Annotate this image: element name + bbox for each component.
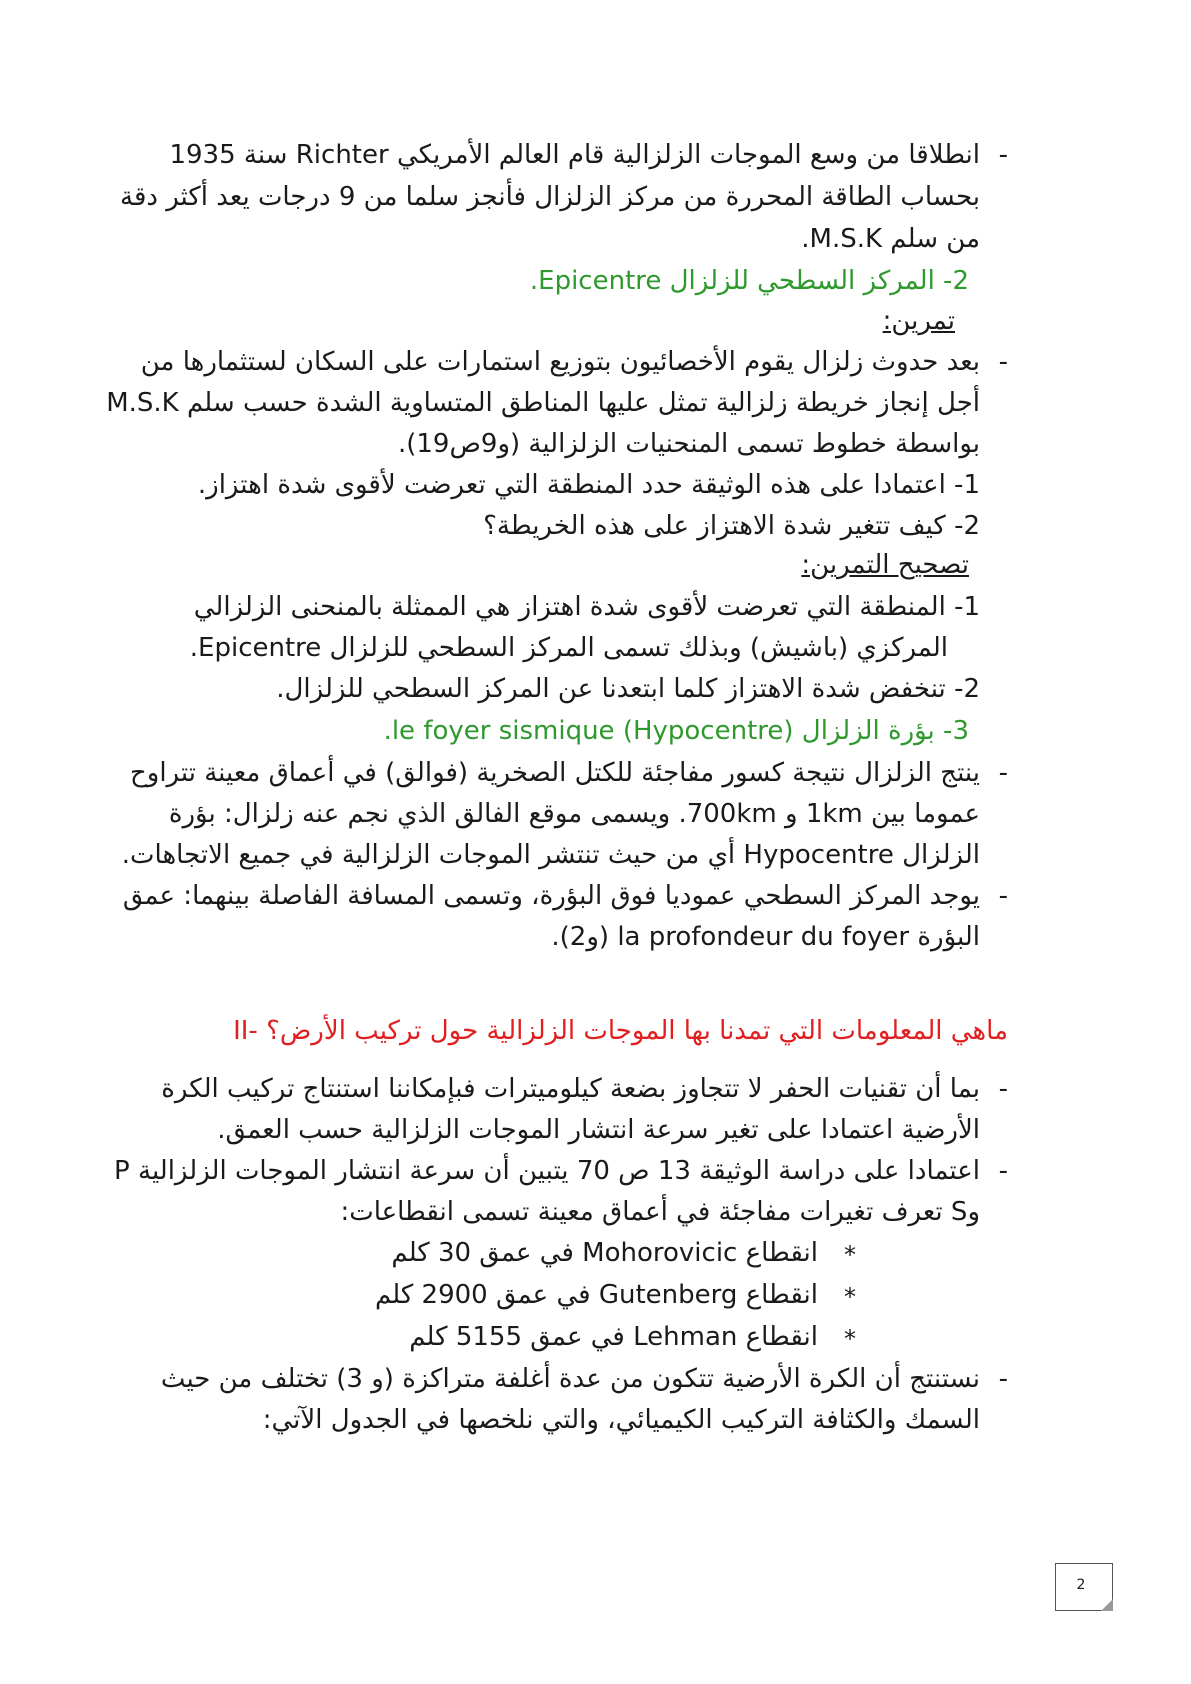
paragraph-line: الأرضية اعتمادا على تغير سرعة انتشار الموجات الزلزالية حسب العمق. <box>217 1115 980 1145</box>
discontinuity-item: انقطاع Gutenberg في عمق 2900 كلم <box>374 1280 818 1310</box>
bullet-dash: - <box>998 1364 1008 1394</box>
bullet-dash: - <box>998 1156 1008 1186</box>
paragraph-line: من سلم M.S.K. <box>801 224 980 254</box>
bullet-star: * <box>844 1325 856 1353</box>
answer-1-line: المركزي (باشيش) وبذلك تسمى المركز السطحي للزلزال Epicentre. <box>189 633 948 663</box>
paragraph-line: بما أن تقنيات الحفر لا تتجاوز بضعة كيلوميترات فبإمكاننا استنتاج تركيب الكرة <box>161 1074 980 1104</box>
answer-1-line: 1- المنطقة التي تعرضت لأقوى شدة اهتزاز هي الممثلة بالمنحنى الزلزالي <box>193 592 980 622</box>
answer-2: 2- تنخفض شدة الاهتزاز كلما ابتعدنا عن المركز السطحي للزلزال. <box>276 674 980 704</box>
paragraph-line: يوجد المركز السطحي عموديا فوق البؤرة، وتسمى المسافة الفاصلة بينهما: عمق <box>122 881 980 911</box>
paragraph-line: البؤرة la profondeur du foyer (و2). <box>551 922 980 952</box>
paragraph-line: بحساب الطاقة المحررة من مركز الزلزال فأنجز سلما من 9 درجات يعد أكثر دقة <box>120 182 980 212</box>
paragraph-line: انطلاقا من وسع الموجات الزلزالية قام العالم الأمريكي Richter سنة 1935 <box>169 140 980 170</box>
section-heading-hypocentre: 3- بؤرة الزلزال le foyer sismique (Hypocentre). <box>383 716 969 746</box>
bullet-dash: - <box>998 347 1008 377</box>
bullet-dash: - <box>998 1074 1008 1104</box>
paragraph-line: نستنتج أن الكرة الأرضية تتكون من عدة أغلفة متراكزة (و 3) تختلف من حيث <box>160 1364 980 1394</box>
question-2: 2- كيف تتغير شدة الاهتزاز على هذه الخريطة؟ <box>483 511 980 541</box>
paragraph-line: بواسطة خطوط تسمى المنحنيات الزلزالية (و9ص19). <box>397 429 980 459</box>
page-number: 2 <box>1076 1577 1086 1593</box>
paragraph-line: عموما بين 1km و 700km. ويسمى موقع الفالق الذي نجم عنه زلزال: بؤرة <box>168 799 980 829</box>
section-heading-epicentre: 2- المركز السطحي للزلزال Epicentre. <box>529 266 969 296</box>
exercise-label: تمرين: <box>882 306 955 336</box>
paragraph-line: بعد حدوث زلزال يقوم الأخصائيون بتوزيع استمارات على السكان لستثمارها من <box>140 347 980 377</box>
page-fold-corner <box>1101 1599 1113 1611</box>
paragraph-line: أجل إنجاز خريطة زلزالية تمثل عليها المناطق المتساوية الشدة حسب سلم M.S.K <box>106 388 980 418</box>
paragraph-line: الزلزال Hypocentre أي من حيث تنتشر الموجات الزلزالية في جميع الاتجاهات. <box>121 840 980 870</box>
paragraph-line: اعتمادا على دراسة الوثيقة 13 ص 70 يتبين أن سرعة انتشار الموجات الزلزالية P <box>114 1156 980 1186</box>
paragraph-line: وS تعرف تغيرات مفاجئة في أعماق معينة تسمى انقطاعات: <box>340 1197 980 1227</box>
page-number-box <box>1055 1563 1113 1611</box>
discontinuity-item: انقطاع Lehman في عمق 5155 كلم <box>409 1322 818 1352</box>
bullet-star: * <box>844 1241 856 1269</box>
bullet-dash: - <box>998 881 1008 911</box>
section-heading-earth-structure: II- ماهي المعلومات التي تمدنا بها الموجات الزلزالية حول تركيب الأرض؟ <box>233 1016 1008 1046</box>
discontinuity-item: انقطاع Mohorovicic في عمق 30 كلم <box>391 1238 818 1268</box>
paragraph-line: السمك والكثافة التركيب الكيميائي، والتي نلخصها في الجدول الآتي: <box>262 1405 980 1435</box>
bullet-star: * <box>844 1283 856 1311</box>
correction-label: تصحيح التمرين: <box>801 550 969 580</box>
bullet-dash: - <box>998 140 1008 170</box>
paragraph-line: ينتج الزلزال نتيجة كسور مفاجئة للكتل الصخرية (فوالق) في أعماق معينة تتراوح <box>129 758 980 788</box>
bullet-dash: - <box>998 758 1008 788</box>
question-1: 1- اعتمادا على هذه الوثيقة حدد المنطقة التي تعرضت لأقوى شدة اهتزاز. <box>197 470 980 500</box>
